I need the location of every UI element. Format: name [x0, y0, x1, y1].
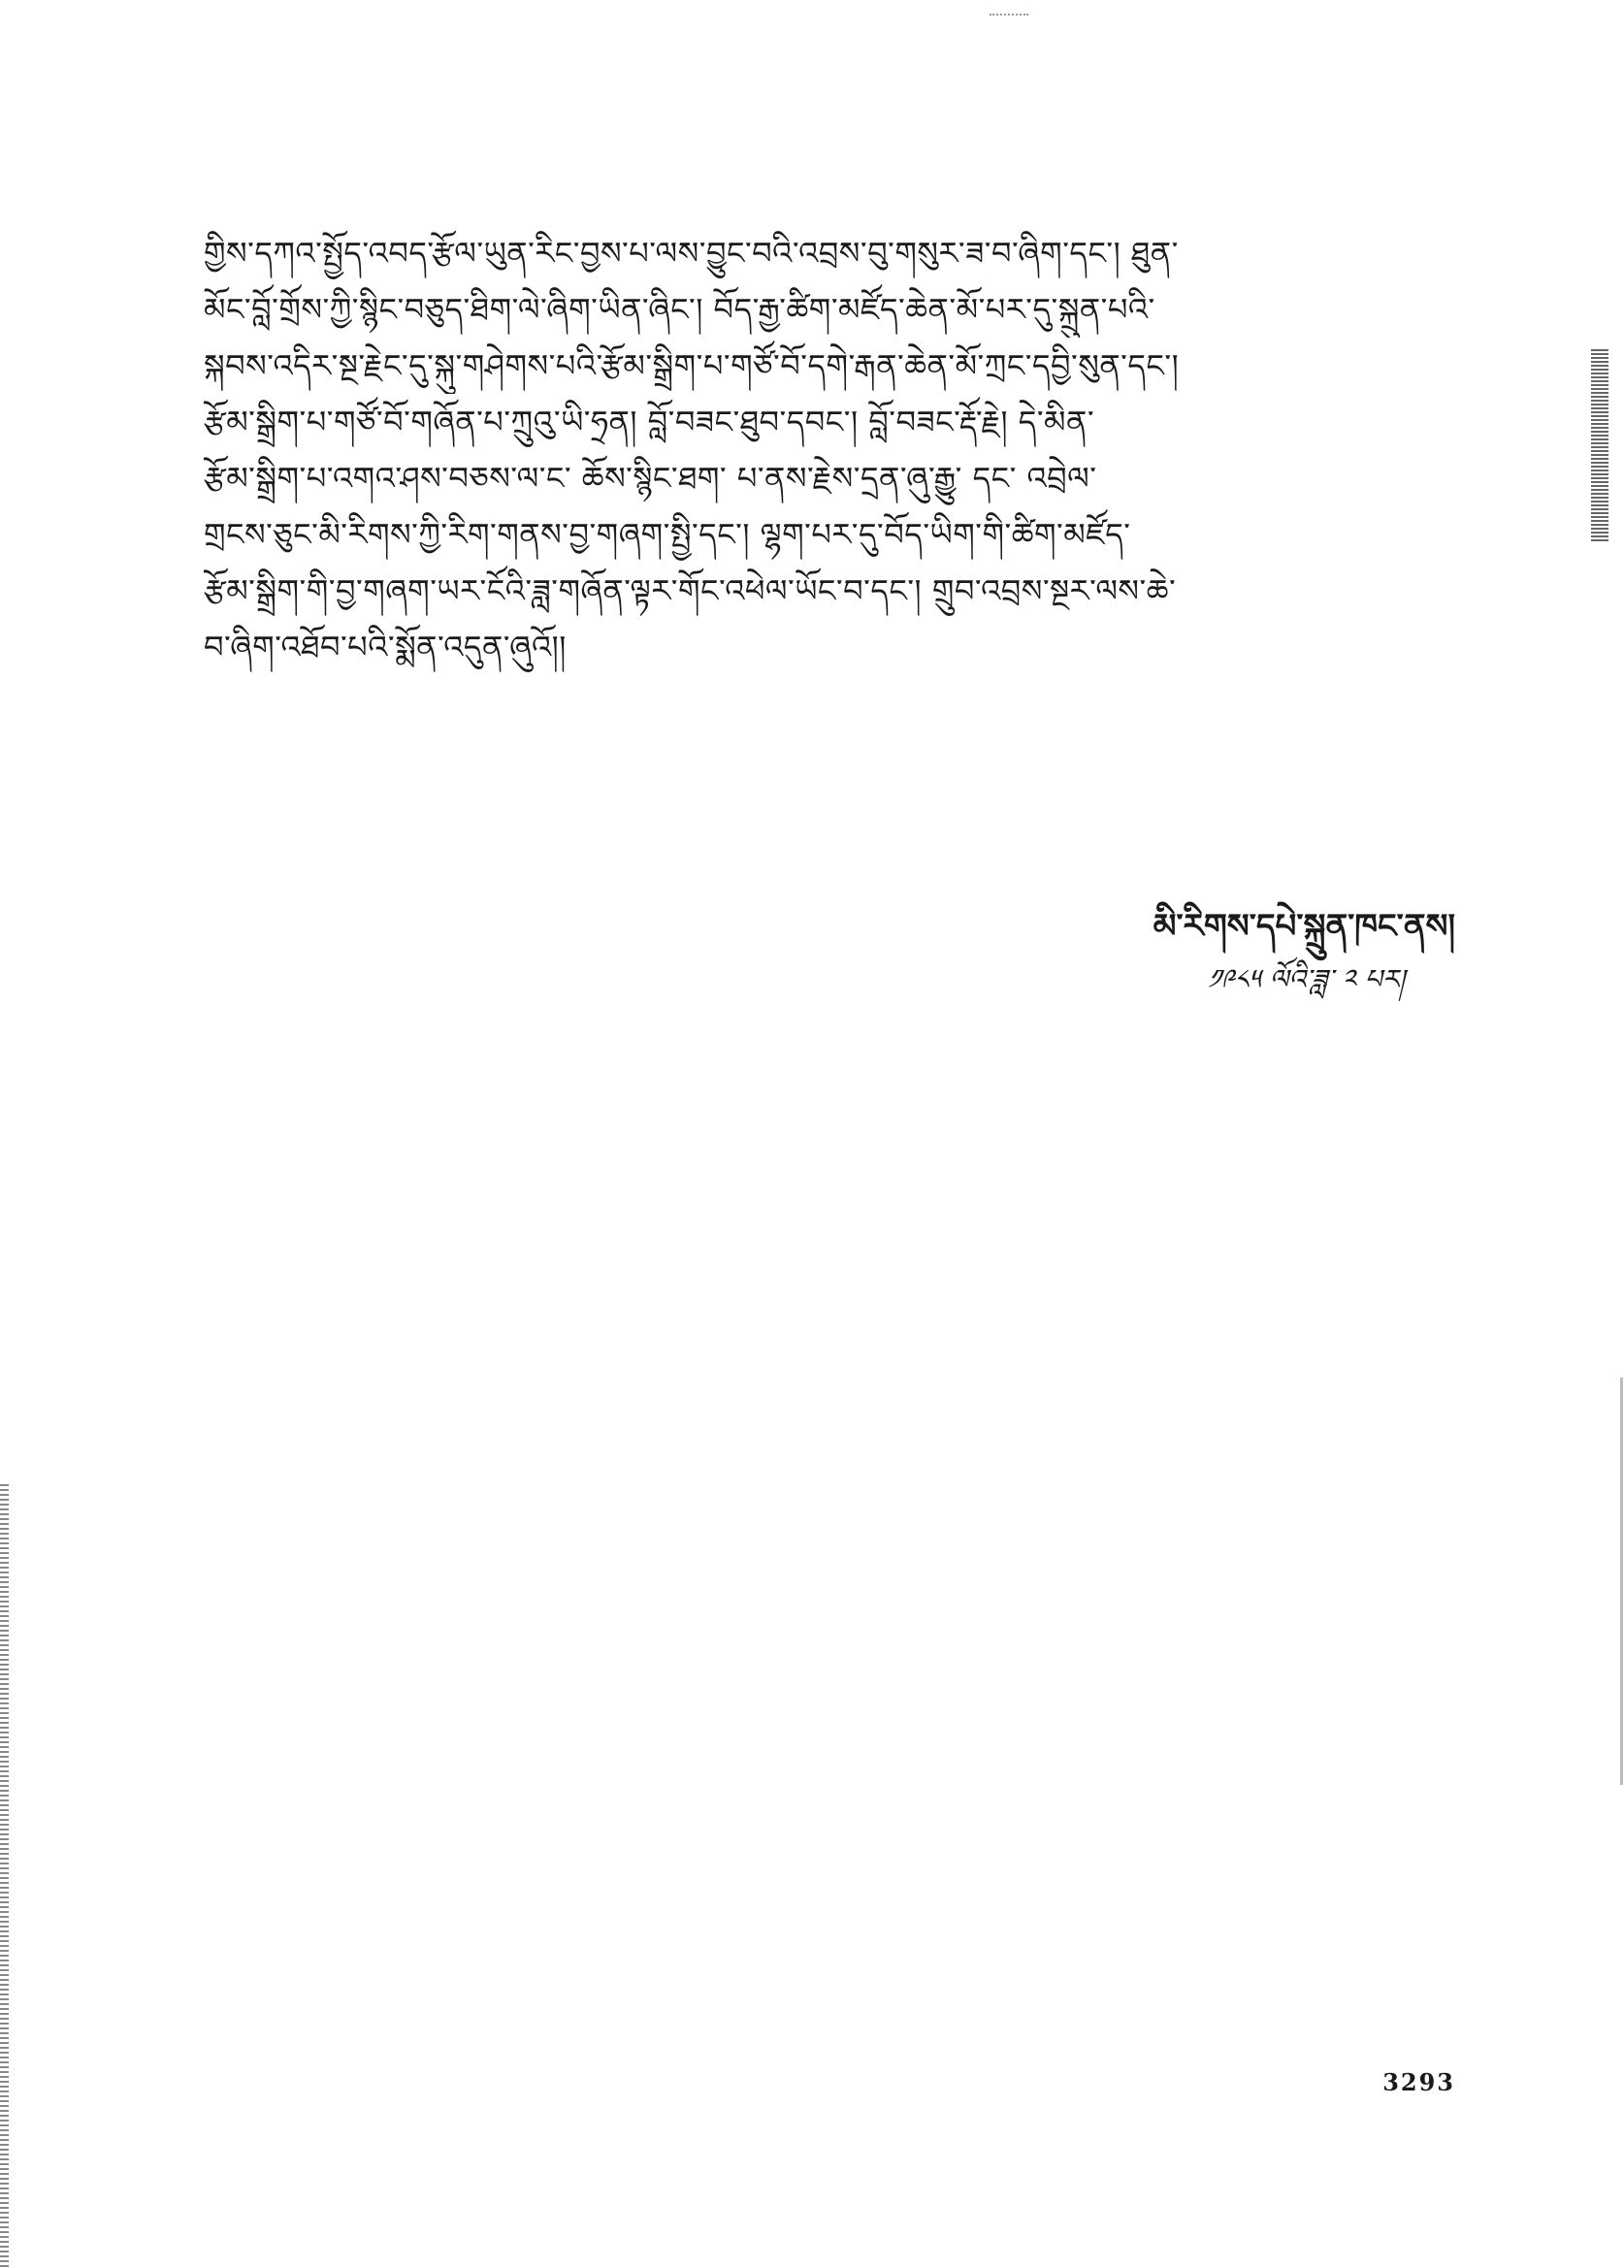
body-line-6: གྲངས་ཅུང་མི་རིགས་ཀྱི་རིག་གནས་བྱ་གཞག་སྤྱི་དང་། ལྷག་པར་དུ་བོད་ཡིག་གི་ཚིག་མཛོད་	[204, 516, 1131, 553]
body-line-2: མོང་བློ་གྲོས་ཀྱི་སྙིང་བཅུད་ཐིག་ལེ་ཞིག་ཡིན་ཞིང་། བོད་རྒྱ་ཚིག་མཛོད་ཆེན་མོ་པར་དུ་སྐྲུན་པའི་	[204, 291, 1155, 328]
body-line-7: རྩོམ་སྒྲིག་གི་བྱ་གཞག་ཡར་ངོའི་ཟླ་གཞོན་ལྟར་གོང་འཕེལ་ཡོང་བ་དང་། གྲུབ་འབྲས་སྔར་ལས་ཆེ་	[204, 572, 1177, 609]
signature-name: མི་རིགས་དཔེ་སྐྲུན་ཁང་ནས།	[1153, 907, 1455, 946]
body-line-8: བ་ཞིག་འཐོབ་པའི་སྨོན་འདུན་ཞུའོ།།	[204, 629, 567, 665]
scan-artifact-top	[990, 14, 1028, 17]
signature-date: ༡༩༨༥ ལོའི་ཟླ་ ༢ པར།	[1207, 963, 1405, 995]
body-line-1: གྱིས་དཀའ་སྤྱོད་འབད་རྩོལ་ཡུན་རིང་བྱས་པ་ལས་བྱུང་བའི་འབྲས་བུ་གསུར་ཟ་བ་ཞིག་དང་། ཐུན་	[204, 235, 1179, 272]
page-number: 3293	[1382, 2068, 1455, 2096]
body-line-5: རྩོམ་སྒྲིག་པ་འགའ་ཤས་བཅས་ལ་ང་ ཆོས་སྙིང་ཐག་ པ་ནས་རྗེས་དྲན་ཞུ་རྒྱུ་ དང་ འབྲེལ་	[204, 460, 1097, 497]
signature-block	[912, 897, 1455, 1004]
body-paragraph	[204, 225, 1465, 675]
body-line-3: སྐབས་འདིར་སྔ་རྗེང་དུ་སྐུ་གཤེགས་པའི་རྩོམ་སྒྲིག་པ་གཙོ་བོ་དགེ་རྒན་ཆེན་མོ་ཀྲང་དབྱི་སུན་དང་།	[204, 347, 1180, 384]
scan-artifact-right-line	[1620, 1377, 1623, 1785]
body-line-4: རྩོམ་སྒྲིག་པ་གཙོ་བོ་གཞོན་པ་ཀྲུའུ་ཡི་ཧྲན། བློ་བཟང་ཐུབ་དབང་། བློ་བཟང་རྡོ་རྗེ། དེ་མིན་	[204, 404, 1095, 440]
scan-artifact-left-edge	[0, 1484, 9, 2268]
scan-artifact-right-edge	[1591, 349, 1608, 543]
